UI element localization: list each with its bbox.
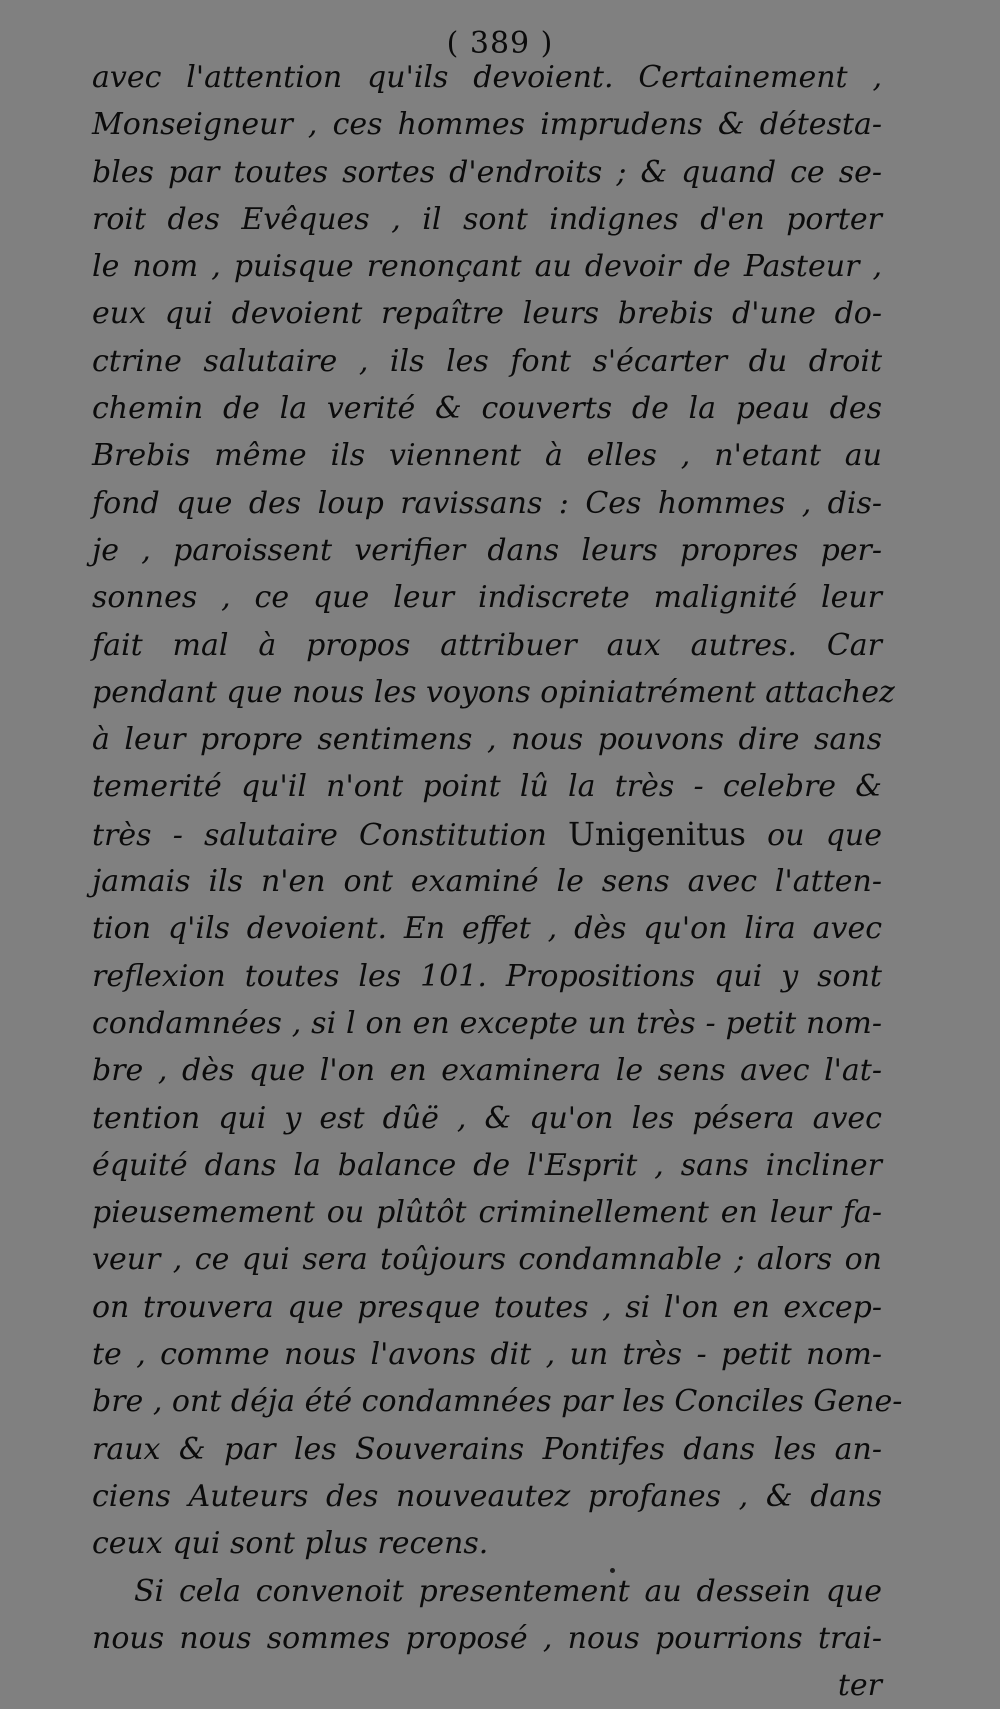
body-text — [92, 54, 903, 1709]
text-line: jamais ils n'en ont examiné le sens avec l'atten- — [92, 864, 882, 900]
text-line: raux & par les Souverains Pontifes dans les an- — [92, 1431, 882, 1467]
text-line: je , paroissent verifier dans leurs propres per- — [92, 532, 882, 568]
text-line: reflexion toutes les 101. Propositions qui y sont — [92, 958, 882, 994]
text-line: condamnées , si l on en excepte un très - petit nom- — [92, 1005, 882, 1041]
constitution-title: Unigenitus — [568, 814, 746, 853]
catchword: ter — [837, 1668, 882, 1704]
text-line: pieusemement ou plûtôt criminellement en leur fa- — [92, 1195, 882, 1231]
text-line: équité dans la balance de l'Esprit , sans incliner — [92, 1147, 882, 1183]
text-line: veur , ce qui sera toûjours condamnable ; alors on — [92, 1242, 882, 1278]
text-line: temerité qu'il n'ont point lû la très - celebre & — [92, 769, 882, 805]
text-line: on trouvera que presque toutes , si l'on en excep- — [92, 1289, 882, 1325]
text-line: Monseigneur , ces hommes imprudens & détesta- — [92, 107, 882, 143]
text-line: tion q'ils devoient. En effet , dès qu'on lira avec — [92, 911, 882, 947]
text-line: bles par toutes sortes d'endroits ; & quand ce se- — [92, 154, 882, 190]
text-line: ciens Auteurs des nouveautez profanes , & dans — [92, 1478, 882, 1514]
constitution-lead: très - salutaire Constitution — [92, 817, 547, 853]
text-line: bre , ont déja été condamnées par les Conciles Gene- — [92, 1384, 903, 1420]
text-line: eux qui devoient repaître leurs brebis d'une do- — [92, 296, 882, 332]
text-line: tention qui y est dûë , & qu'on les pésera avec — [92, 1100, 882, 1136]
text-line: pendant que nous les voyons opiniatrément attachez — [92, 674, 895, 710]
text-line: sonnes , ce que leur indiscrete malignité leur — [92, 580, 882, 616]
text-line: roit des Evêques , il sont indignes d'en porter — [92, 201, 882, 237]
text-line-constitution — [92, 811, 882, 858]
page-number: ( 389 ) — [446, 26, 554, 61]
text-line: chemin de la verité & couverts de la peau des — [92, 391, 882, 427]
text-line: ceux qui sont plus recens. — [92, 1526, 489, 1562]
ink-speck — [610, 1568, 615, 1573]
text-line: fond que des loup ravissans : Ces hommes , dis- — [92, 485, 882, 521]
text-line: le nom , puisque renonçant au devoir de Pasteur , — [92, 249, 882, 285]
text-line: te , comme nous l'avons dit , un très - petit nom- — [92, 1337, 882, 1373]
text-line: à leur propre sentimens , nous pouvons dire sans — [92, 722, 882, 758]
text-line: ctrine salutaire , ils les font s'écarter du droit — [92, 343, 882, 379]
text-line: nous nous sommes proposé , nous pourrions trai- — [92, 1620, 882, 1656]
text-line-paragraph-start: Si cela convenoit presentement au dessein que — [134, 1573, 882, 1609]
text-line: bre , dès que l'on en examinera le sens avec l'at- — [92, 1053, 882, 1089]
text-line: avec l'attention qu'ils devoient. Certainement , — [92, 60, 882, 95]
text-line: fait mal à propos attribuer aux autres. Car — [92, 627, 882, 663]
constitution-tail: ou que — [767, 817, 882, 853]
text-line: Brebis même ils viennent à elles , n'etant au — [92, 438, 882, 474]
